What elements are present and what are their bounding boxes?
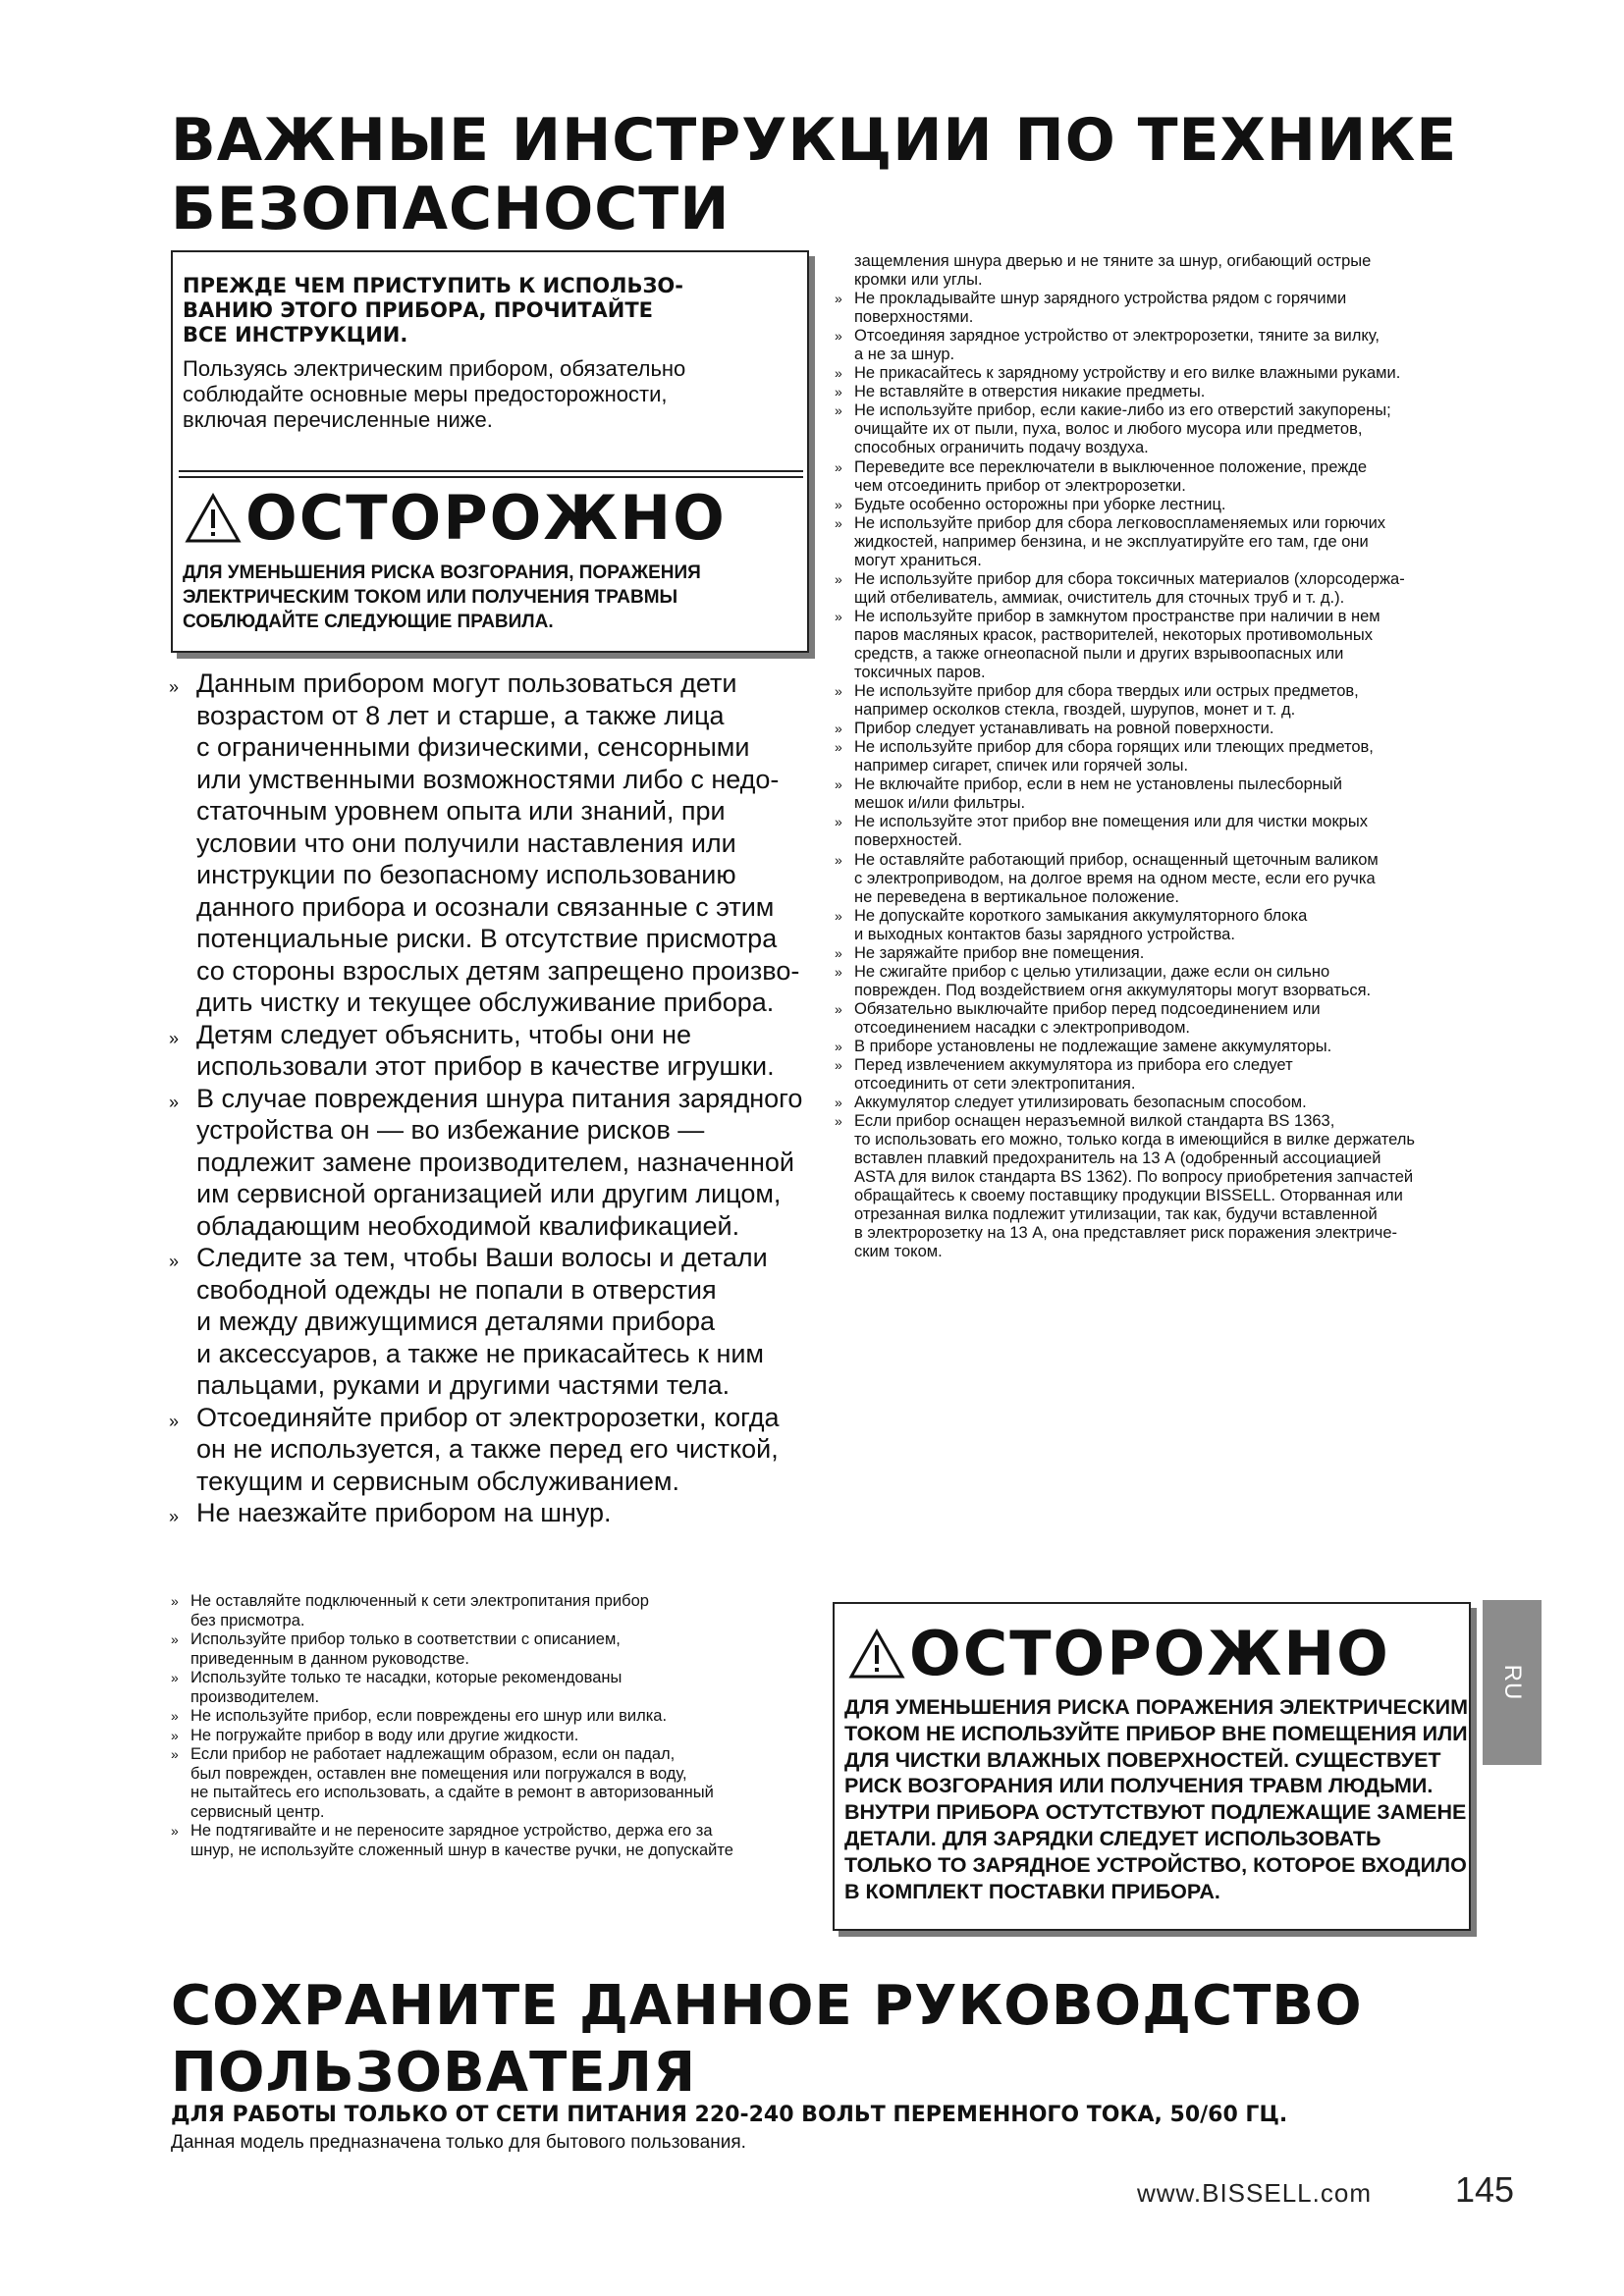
page-title-line-1: ВАЖНЫЕ ИНСТРУКЦИИ ПО ТЕХНИКЕ xyxy=(171,106,1458,175)
item-line: использовали этот прибор в качестве игрушки. xyxy=(196,1051,775,1081)
heading-line: ВАНИЮ ЭТОГО ПРИБОРА, ПРОЧИТАЙТЕ xyxy=(183,298,654,322)
page-title xyxy=(171,106,1545,243)
item-line: отсоединением насадки с электроприводом. xyxy=(854,1018,1191,1037)
item-line: а не за шнур. xyxy=(854,346,955,364)
warning-title: ОСТОРОЖНО xyxy=(245,482,727,554)
item-line: обладающим необходимой квалификацией. xyxy=(196,1210,740,1241)
item-line: без присмотра. xyxy=(190,1611,305,1629)
additional-safety-list-left xyxy=(169,1592,817,1860)
item-line: Детям следует объяснить, чтобы они не xyxy=(196,1019,692,1049)
item-line: производителем. xyxy=(190,1687,320,1706)
warning-heading xyxy=(185,482,727,554)
main-safety-list xyxy=(169,667,817,1529)
item-line: Аккумулятор следует утилизировать безопасным способом. xyxy=(854,1094,1307,1112)
item-line: Переведите все переключатели в выключенное положение, прежде xyxy=(854,457,1368,476)
item-line: Отсоединяя зарядное устройство от электророзетки, тяните за вилку, xyxy=(854,327,1380,346)
warning-triangle-icon xyxy=(848,1629,905,1680)
list-item xyxy=(833,514,1481,570)
warning-line: В КОМПЛЕКТ ПОСТАВКИ ПРИБОРА. xyxy=(844,1879,1220,1903)
warning-line: ДЛЯ УМЕНЬШЕНИЯ РИСКА ПОРАЖЕНИЯ ЭЛЕКТРИЧЕСКИМ xyxy=(844,1695,1469,1719)
list-item xyxy=(169,1497,817,1529)
bullet-chevron-icon: » xyxy=(169,1028,180,1048)
read-instructions-heading xyxy=(183,274,801,347)
warning-line: ДЛЯ ЧИСТКИ ВЛАЖНЫХ ПОВЕРХНОСТЕЙ. СУЩЕСТВУЕТ xyxy=(844,1747,1441,1772)
warning-line: ДЛЯ УМЕНЬШЕНИЯ РИСКА ВОЗГОРАНИЯ, ПОРАЖЕНИЯ xyxy=(183,562,701,583)
list-item xyxy=(169,1669,817,1707)
bullet-chevron-icon: » xyxy=(835,739,842,756)
item-line: В случае повреждения шнура питания зарядного xyxy=(196,1083,803,1113)
electric-shock-warning-box xyxy=(833,1602,1471,1931)
bullet-chevron-icon: » xyxy=(169,1507,180,1526)
item-line: Не сжигайте прибор с целью утилизации, даже если он сильно xyxy=(854,962,1330,981)
heading-line: ВСЕ ИНСТРУКЦИИ. xyxy=(183,323,408,347)
list-item xyxy=(833,907,1481,944)
bullet-chevron-icon: » xyxy=(171,1631,179,1647)
list-item xyxy=(833,775,1481,813)
item-line: вставлен плавкий предохранитель на 13 А (одобренный ассоциацией xyxy=(854,1149,1381,1168)
page-number: 145 xyxy=(1455,2169,1515,2210)
list-item xyxy=(833,963,1481,1000)
item-line: Не вставляйте в отверстия никакие предметы. xyxy=(854,383,1206,401)
item-line: поверхностями. xyxy=(854,308,974,327)
item-line: Перед извлечением аккумулятора из прибора его следует xyxy=(854,1056,1293,1075)
list-item xyxy=(833,327,1481,364)
heading-line: ПРЕЖДЕ ЧЕМ ПРИСТУПИТЬ К ИСПОЛЬЗО- xyxy=(183,274,683,297)
item-line: Не используйте прибор в замкнутом пространстве при наличии в нем xyxy=(854,607,1380,625)
save-title-line-1: СОХРАНИТЕ ДАННОЕ РУКОВОДСТВО xyxy=(171,1974,1363,2038)
item-line: пальцами, руками и другими частями тела. xyxy=(196,1370,731,1400)
bullet-chevron-icon: » xyxy=(171,1746,179,1762)
item-line: приведенным в данном руководстве. xyxy=(190,1649,470,1668)
item-line: ским током. xyxy=(854,1243,943,1261)
item-line: Не наезжайте прибором на шнур. xyxy=(196,1498,612,1527)
item-line: Не подтягивайте и не переносите зарядное устройство, держа его за xyxy=(190,1822,713,1840)
warning-line: ТОКОМ НЕ ИСПОЛЬЗУЙТЕ ПРИБОР ВНЕ ПОМЕЩЕНИЯ ИЛИ xyxy=(844,1721,1468,1745)
divider xyxy=(179,476,803,478)
list-item xyxy=(833,290,1481,327)
warning-text xyxy=(844,1694,1469,1904)
list-item xyxy=(833,682,1481,720)
read-instructions-text xyxy=(183,356,801,433)
item-line: Не допускайте короткого замыкания аккумуляторного блока xyxy=(854,906,1308,925)
bullet-chevron-icon: » xyxy=(835,384,842,400)
item-line: чем отсоединить прибор от электророзетки. xyxy=(854,476,1186,495)
bullet-chevron-icon: » xyxy=(835,721,842,737)
item-line: Если прибор оснащен неразъемной вилкой стандарта BS 1363, xyxy=(854,1112,1335,1131)
list-item xyxy=(169,1019,817,1083)
text-line: соблюдайте основные меры предосторожности, xyxy=(183,382,668,406)
warning-line: РИСК ВОЗГОРАНИЯ ИЛИ ПОЛУЧЕНИЯ ТРАВМ ЛЮДЬМИ. xyxy=(844,1774,1434,1798)
page-title-line-2: БЕЗОПАСНОСТИ xyxy=(171,175,731,243)
warning-line: ЭЛЕКТРИЧЕСКИМ ТОКОМ ИЛИ ПОЛУЧЕНИЯ ТРАВМЫ xyxy=(183,587,678,608)
warning-line: ВНУТРИ ПРИБОРА ОСТУТСТВУЮТ ПОДЛЕЖАЩИЕ ЗАМЕНЕ xyxy=(844,1800,1467,1825)
list-item xyxy=(169,1242,817,1402)
item-line: жидкостей, например бензина, и не эксплуатируйте его там, где они xyxy=(854,532,1369,551)
language-code: RU xyxy=(1499,1664,1526,1701)
bullet-chevron-icon: » xyxy=(169,1092,180,1112)
warning-line: ТОЛЬКО ТО ЗАРЯДНОЕ УСТРОЙСТВО, КОТОРОЕ ВХОДИЛО xyxy=(844,1852,1467,1877)
warning-line: СОБЛЮДАЙТЕ СЛЕДУЮЩИЕ ПРАВИЛА. xyxy=(183,612,554,632)
item-line: и выходных контактов базы зарядного устройства. xyxy=(854,925,1235,943)
list-item xyxy=(833,608,1481,682)
item-line: Не используйте прибор, если повреждены его шнур или вилка. xyxy=(190,1707,668,1725)
item-line: свободной одежды не попали в отверстия xyxy=(196,1274,717,1305)
item-line: Если прибор не работает надлежащим образом, если он падал, xyxy=(190,1745,676,1763)
list-item xyxy=(833,720,1481,738)
bullet-chevron-icon: » xyxy=(169,1252,180,1271)
item-line: текущим и сервисным обслуживанием. xyxy=(196,1466,679,1496)
item-line: Не прокладывайте шнур зарядного устройства рядом с горячими xyxy=(854,290,1347,308)
item-line: не пытайтесь его использовать, а сдайте в ремонт в авторизованный xyxy=(190,1784,714,1801)
list-item xyxy=(833,1056,1481,1094)
item-line: шнур, не используйте сложенный шнур в качестве ручки, не допускайте xyxy=(190,1841,733,1859)
item-line: поверхностей. xyxy=(854,831,962,850)
bullet-chevron-icon: » xyxy=(835,402,842,419)
list-item xyxy=(833,1038,1481,1056)
item-line: он не используется, а также перед его чисткой, xyxy=(196,1434,779,1464)
item-line: Обязательно выключайте прибор перед подсоединением или xyxy=(854,999,1321,1018)
warning-line: ДЕТАЛИ. ДЛЯ ЗАРЯДКИ СЛЕДУЕТ ИСПОЛЬЗОВАТЬ xyxy=(844,1826,1381,1850)
household-use-note: Данная модель предназначена только для бытового пользования. xyxy=(171,2132,746,2153)
item-line: Используйте только те насадки, которые рекомендованы xyxy=(190,1669,623,1686)
item-line: статочным уровнем опыта или знаний, при xyxy=(196,796,726,826)
item-line: Будьте особенно осторожны при уборке лестниц. xyxy=(854,495,1226,513)
item-line: с ограниченными физическими, сенсорными xyxy=(196,732,750,762)
save-title-line-2: ПОЛЬЗОВАТЕЛЯ xyxy=(171,2041,697,2105)
item-line: им сервисной организацией или другим лицом, xyxy=(196,1179,782,1208)
power-requirement: ДЛЯ РАБОТЫ ТОЛЬКО ОТ СЕТИ ПИТАНИЯ 220-240 ВОЛЬТ ПЕРЕМЕННОГО ТОКА, 50/60 ГЦ. xyxy=(171,2103,1288,2127)
item-line: в электророзетку на 13 А, она представляет риск поражения электриче- xyxy=(854,1224,1398,1243)
bullet-chevron-icon: » xyxy=(835,1113,842,1130)
item-line: отрезанная вилка подлежит утилизации, так как, будучи вставленной xyxy=(854,1205,1378,1224)
list-item xyxy=(169,1745,817,1822)
warning-title: ОСТОРОЖНО xyxy=(909,1618,1390,1689)
list-item xyxy=(169,1630,817,1669)
bullet-chevron-icon: » xyxy=(171,1593,179,1609)
item-line: ASTA для вилок стандарта BS 1362). По вопросу приобретения запчастей xyxy=(854,1168,1414,1187)
bullet-chevron-icon: » xyxy=(169,1411,180,1431)
list-item xyxy=(833,738,1481,775)
bullet-chevron-icon: » xyxy=(171,1670,179,1685)
item-line: Отсоединяйте прибор от электророзетки, когда xyxy=(196,1402,780,1432)
item-line: подлежит замене производителем, назначенной xyxy=(196,1147,794,1177)
item-line: Не оставляйте подключенный к сети электропитания прибор xyxy=(190,1592,649,1610)
item-line: очищайте их от пыли, пуха, волос и любого мусора или предметов, xyxy=(854,420,1363,439)
bullet-chevron-icon: » xyxy=(835,907,842,924)
bullet-chevron-icon: » xyxy=(835,851,842,868)
item-line: Не включайте прибор, если в нем не установлены пылесборный xyxy=(854,775,1342,794)
list-item xyxy=(169,1402,817,1498)
item-line: Данным прибором могут пользоваться дети xyxy=(196,668,737,698)
item-line: дить чистку и текущее обслуживание прибора. xyxy=(196,988,775,1017)
additional-safety-list-right xyxy=(833,252,1481,1262)
warning-heading xyxy=(848,1618,1390,1689)
item-line: со стороны взрослых детям запрещено произво- xyxy=(196,955,800,986)
bullet-chevron-icon: » xyxy=(835,1095,842,1111)
item-line: сервисный центр. xyxy=(190,1802,325,1821)
item-line: кромки или углы. xyxy=(854,271,983,290)
item-line: поврежден. Под воздействием огня аккумуляторы могут взорваться. xyxy=(854,981,1372,999)
list-item xyxy=(833,364,1481,383)
list-item xyxy=(833,1112,1481,1261)
item-line: отсоединить от сети электропитания. xyxy=(854,1075,1136,1094)
item-line: инструкции по безопасному использованию xyxy=(196,860,736,889)
list-item xyxy=(833,458,1481,496)
list-item xyxy=(833,496,1481,514)
bullet-chevron-icon: » xyxy=(835,1057,842,1074)
item-line: то использовать его можно, только когда в имеющийся в вилке держатель xyxy=(854,1131,1415,1149)
bullet-chevron-icon: » xyxy=(835,1038,842,1054)
bullet-chevron-icon: » xyxy=(169,677,180,697)
bullet-chevron-icon: » xyxy=(835,683,842,700)
item-line: обращайтесь к своему поставщику продукции BISSELL. Оторванная или xyxy=(854,1187,1403,1205)
list-item xyxy=(169,1083,817,1243)
bullet-chevron-icon: » xyxy=(835,291,842,307)
item-line: и между движущимися деталями прибора xyxy=(196,1307,715,1336)
item-line: Не используйте прибор, если какие-либо из его отверстий закупорены; xyxy=(854,401,1391,420)
item-line: не переведена в вертикальное положение. xyxy=(854,887,1179,906)
list-item xyxy=(833,1094,1481,1112)
item-line: условии что они получили наставления или xyxy=(196,828,736,858)
item-line: Не прикасайтесь к зарядному устройству и его вилке влажными руками. xyxy=(854,364,1401,383)
bullet-chevron-icon: » xyxy=(835,514,842,531)
item-line: могут храниться. xyxy=(854,551,982,569)
list-item xyxy=(833,570,1481,608)
list-item xyxy=(169,667,817,1019)
item-line: Используйте прибор только в соответствии с описанием, xyxy=(190,1630,621,1648)
item-line: щий отбеливатель, аммиак, очиститель для сточных труб и т. д.). xyxy=(854,588,1345,607)
language-tab xyxy=(1483,1600,1542,1765)
read-instructions-box xyxy=(171,250,809,653)
item-line: Не погружайте прибор в воду или другие жидкости. xyxy=(190,1726,579,1744)
text-line: Пользуясь электрическим прибором, обязательно xyxy=(183,356,686,381)
item-line: Не используйте прибор для сбора легковоспламеняемых или горючих xyxy=(854,513,1386,532)
item-line: данного прибора и осознали связанные с этим xyxy=(196,891,775,922)
list-item xyxy=(169,1822,817,1860)
item-line: средств, а также огнеопасной пыли и других взрывоопасных или xyxy=(854,644,1344,663)
item-line: был поврежден, оставлен вне помещения или погружался в воду, xyxy=(190,1764,687,1783)
list-item xyxy=(833,383,1481,401)
save-manual-title xyxy=(171,1973,1545,2107)
bullet-chevron-icon: » xyxy=(835,570,842,587)
right-items xyxy=(833,290,1481,1261)
list-item xyxy=(833,813,1481,850)
bullet-chevron-icon: » xyxy=(835,365,842,382)
warning-triangle-icon xyxy=(185,493,242,544)
bullet-chevron-icon: » xyxy=(171,1823,179,1839)
list-item xyxy=(169,1707,817,1727)
list-item xyxy=(833,944,1481,963)
item-line: способных ограничить подачу воздуха. xyxy=(854,439,1149,457)
bullet-chevron-icon: » xyxy=(835,328,842,345)
bullet-chevron-icon: » xyxy=(835,814,842,830)
divider xyxy=(179,470,803,472)
item-line: токсичных паров. xyxy=(854,664,986,682)
bullet-chevron-icon: » xyxy=(835,963,842,980)
list-item-continuation xyxy=(833,252,1481,290)
item-line: Следите за тем, чтобы Ваши волосы и детали xyxy=(196,1243,768,1272)
item-line: Прибор следует устанавливать на ровной поверхности. xyxy=(854,720,1274,738)
list-item xyxy=(833,1000,1481,1038)
bullet-chevron-icon: » xyxy=(835,1000,842,1017)
item-line: например сигарет, спичек или горячей золы. xyxy=(854,757,1189,775)
item-line: Не используйте прибор для сбора твердых или острых предметов, xyxy=(854,682,1359,701)
item-line: Не оставляйте работающий прибор, оснащенный щеточным валиком xyxy=(854,850,1379,869)
item-line: потенциальные риски. В отсутствие присмотра xyxy=(196,924,778,953)
item-line: защемления шнура дверью и не тяните за шнур, огибающий острые xyxy=(854,252,1372,270)
warning-text xyxy=(183,561,801,634)
bullet-chevron-icon: » xyxy=(835,458,842,475)
item-line: устройства он — во избежание рисков — xyxy=(196,1115,705,1145)
list-item xyxy=(169,1592,817,1630)
bullet-chevron-icon: » xyxy=(171,1708,179,1724)
list-item xyxy=(169,1727,817,1746)
list-item xyxy=(833,851,1481,907)
list-item xyxy=(833,401,1481,457)
item-line: паров масляных красок, растворителей, некоторых противомольных xyxy=(854,625,1374,644)
bullet-chevron-icon: » xyxy=(835,776,842,793)
item-line: и аксессуаров, а также не прикасайтесь к ним xyxy=(196,1338,764,1368)
item-line: Не используйте прибор для сбора токсичных материалов (хлорсодержа- xyxy=(854,569,1405,588)
footer-website: www.BISSELL.com xyxy=(1137,2178,1372,2208)
item-line: мешок и/или фильтры. xyxy=(854,794,1026,813)
item-line: Не используйте прибор для сбора горящих или тлеющих предметов, xyxy=(854,738,1374,757)
item-line: Не используйте этот прибор вне помещения или для чистки мокрых xyxy=(854,813,1368,831)
bullet-chevron-icon: » xyxy=(835,496,842,512)
bullet-chevron-icon: » xyxy=(171,1727,179,1743)
item-line: В приборе установлены не подлежащие замене аккумуляторы. xyxy=(854,1037,1332,1055)
item-line: возрастом от 8 лет и старше, а также лица xyxy=(196,700,725,730)
item-line: Не заряжайте прибор вне помещения. xyxy=(854,943,1145,962)
item-line: с электроприводом, на долгое время на одном месте, если его ручка xyxy=(854,869,1376,887)
bullet-chevron-icon: » xyxy=(835,608,842,624)
item-line: или умственными возможностями либо с недо- xyxy=(196,764,780,794)
item-line: например осколков стекла, гвоздей, шурупов, монет и т. д. xyxy=(854,701,1296,720)
bullet-chevron-icon: » xyxy=(835,944,842,961)
text-line: включая перечисленные ниже. xyxy=(183,407,493,432)
